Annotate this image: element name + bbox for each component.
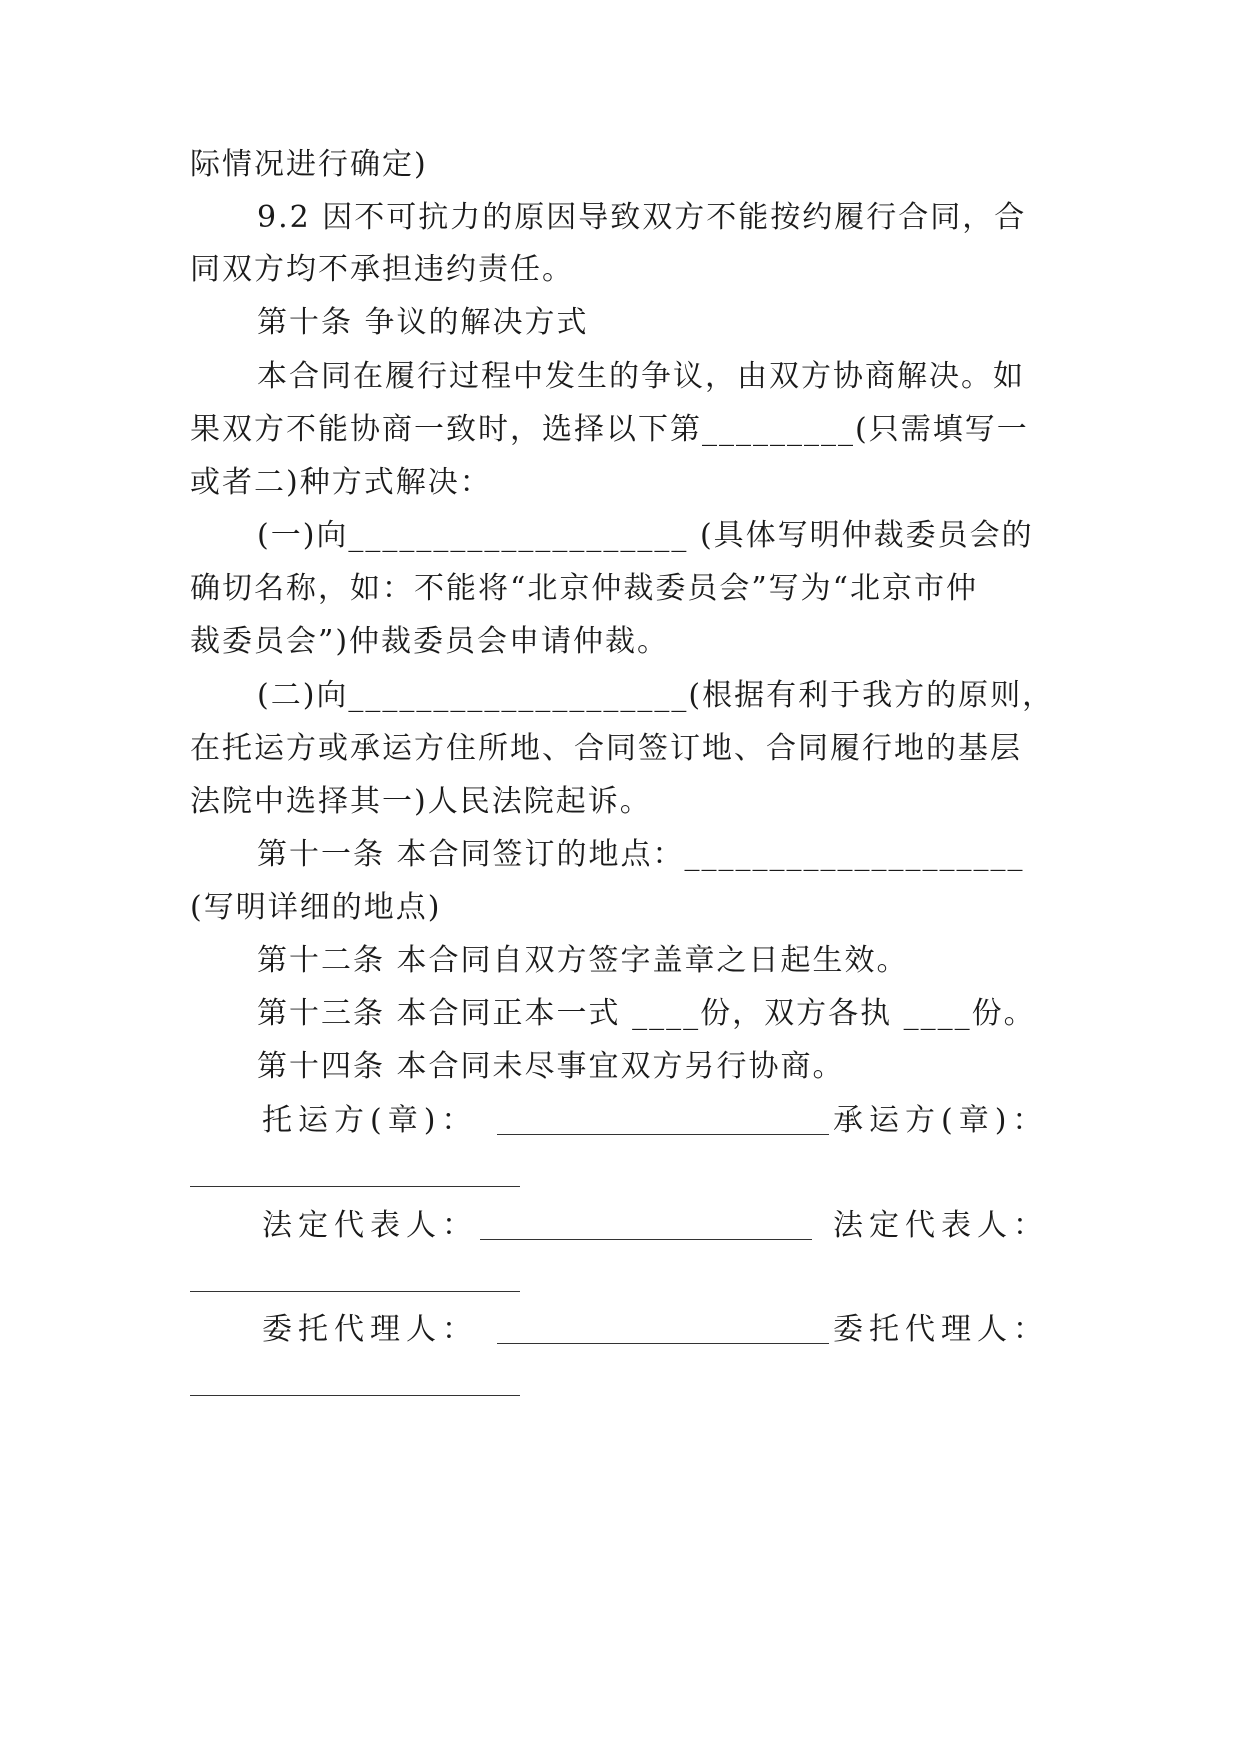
text-line: 或者二)种方式解决： — [190, 465, 492, 500]
agent-right-label: 委托代理人： — [833, 1312, 1049, 1347]
text-line: 在托运方或承运方住所地、合同签订地、合同履行地的基层 — [190, 731, 1022, 766]
text-line: 确切名称，如：不能将“北京仲裁委员会”写为“北京市仲 — [190, 571, 979, 606]
legal-rep-right-label: 法定代表人： — [833, 1208, 1049, 1243]
legal-rep-left-blank — [480, 1239, 812, 1240]
text-line: 同双方均不承担违约责任。 — [190, 252, 574, 287]
legal-rep-right-blank — [190, 1291, 520, 1292]
text-line: 果双方不能协商一致时，选择以下第_________(只需填写一 — [190, 412, 1029, 447]
carrier-seal-label: 承运方(章)： — [833, 1103, 1049, 1138]
agent-right-blank — [190, 1395, 520, 1396]
carrier-seal-blank — [190, 1186, 520, 1187]
text-line: 本合同在履行过程中发生的争议，由双方协商解决。如 — [257, 359, 1025, 394]
option-litigation: (二)向____________________(根据有利于我方的原则， — [257, 678, 1055, 713]
legal-rep-left-label: 法定代表人： — [262, 1208, 478, 1243]
shipper-seal-label: 托运方(章)： — [262, 1103, 478, 1138]
article-14: 第十四条 本合同未尽事宜双方另行协商。 — [257, 1049, 845, 1084]
article-13: 第十三条 本合同正本一式 ____份，双方各执 ____份。 — [257, 996, 1036, 1031]
text-line: (写明详细的地点) — [190, 890, 442, 925]
shipper-seal-blank — [497, 1134, 829, 1135]
agent-left-blank — [497, 1343, 829, 1344]
clause-9-2: 9.2 因不可抗力的原因导致双方不能按约履行合同，合 — [257, 200, 1027, 235]
option-arbitration: (一)向____________________ (具体写明仲裁委员会的 — [257, 518, 1034, 553]
text-line: 法院中选择其一)人民法院起诉。 — [190, 784, 652, 819]
text-line: 际情况进行确定) — [190, 147, 428, 182]
text-line: 裁委员会”)仲裁委员会申请仲裁。 — [190, 624, 670, 659]
article-10-heading: 第十条 争议的解决方式 — [257, 305, 589, 340]
agent-left-label: 委托代理人： — [262, 1312, 478, 1347]
article-11: 第十一条 本合同签订的地点：____________________ — [257, 837, 1025, 872]
article-12: 第十二条 本合同自双方签字盖章之日起生效。 — [257, 943, 909, 978]
